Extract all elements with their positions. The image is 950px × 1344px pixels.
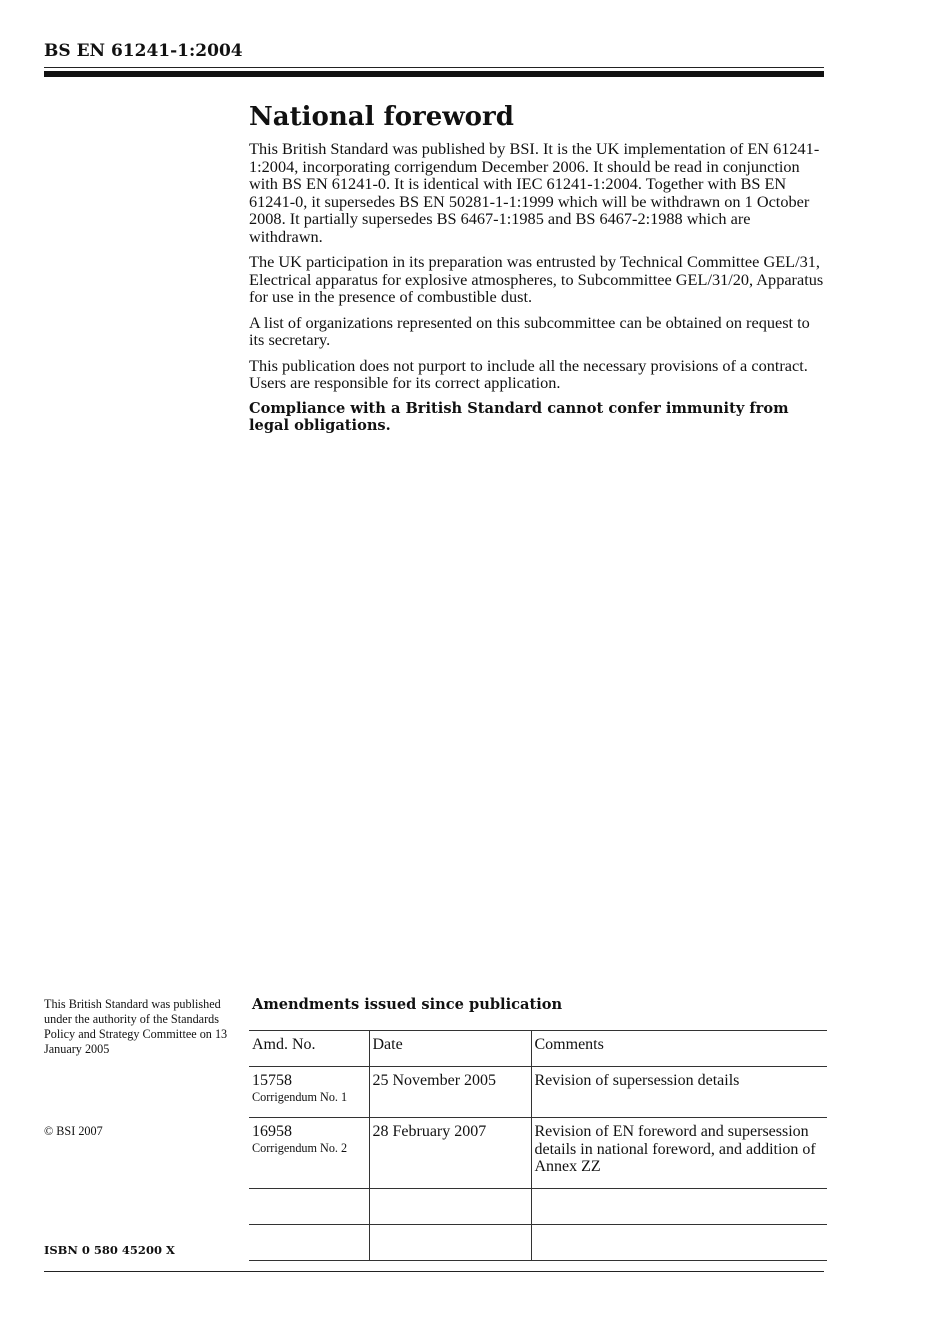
amd-no: 16958 — [252, 1123, 292, 1140]
date-cell: 28 February 2007 — [369, 1118, 531, 1189]
amd-no: 15758 — [252, 1072, 292, 1089]
empty-cell — [249, 1225, 369, 1261]
comments-cell: Revision of supersession details — [531, 1067, 827, 1118]
empty-table-row — [249, 1189, 827, 1225]
table-header-row — [249, 1031, 827, 1067]
empty-table-row — [249, 1225, 827, 1261]
empty-cell — [369, 1189, 531, 1225]
amd-no-cell — [249, 1118, 369, 1189]
document-id: BS EN 61241-1:2004 — [44, 41, 243, 61]
empty-cell — [369, 1225, 531, 1261]
copyright-notice: © BSI 2007 — [44, 1124, 103, 1138]
corrigendum-label: Corrigendum No. 1 — [252, 1089, 348, 1104]
foreword-paragraph-1: This British Standard was published by BSI. It is the UK implementation of EN 61241-1:2004, incorporating corrigendum December 2006. It should be read in conjunction with BS EN 61241-0. It is identical with IEC 61241-1:2004. Together with BS EN 61241-0, it supersedes BS EN 50281-1-1:1999 which will be withdrawn on 1 October 2008. It partially supersedes BS 6467-1:1985 and BS 6467-2:1988 which are withdrawn. — [249, 139, 820, 246]
amd-no-cell — [249, 1067, 369, 1118]
corrigendum-label: Corrigendum No. 2 — [252, 1140, 348, 1155]
header-thick-rule — [44, 71, 824, 77]
comments-cell: Revision of EN foreword and supersession details in national foreword, and addition of Annex ZZ — [531, 1118, 827, 1189]
table-row — [249, 1067, 827, 1118]
empty-cell — [531, 1225, 827, 1261]
foreword-paragraph-4: This publication does not purport to include all the necessary provisions of a contract. Users are responsible for its correct application. — [249, 355, 808, 392]
foreword-paragraph-2: The UK participation in its preparation was entrusted by Technical Committee GEL/31, Electrical apparatus for explosive atmospheres, to Subcommittee GEL/31/20, Apparatus for use in the presence of combustible dust. — [249, 252, 824, 306]
amendments-heading: Amendments issued since publication — [252, 996, 563, 1013]
foreword-paragraph-3: A list of organizations represented on this subcommittee can be obtained on request to its secretary. — [249, 312, 810, 349]
table-row — [249, 1118, 827, 1189]
column-header-amd-no: Amd. No. — [249, 1031, 369, 1067]
empty-cell — [531, 1189, 827, 1225]
compliance-statement: Compliance with a British Standard cannot confer immunity from legal obligations. — [249, 399, 789, 434]
empty-cell — [249, 1189, 369, 1225]
page-title: National foreword — [249, 102, 514, 132]
amendments-table — [249, 1030, 827, 1261]
national-foreword-section — [249, 100, 824, 443]
authority-note: This British Standard was published under the authority of the Standards Policy and Strategy Committee on 13 January 2005 — [44, 997, 228, 1056]
header-thin-rule — [44, 67, 824, 68]
isbn-number: ISBN 0 580 45200 X — [44, 1243, 175, 1257]
column-header-comments: Comments — [531, 1031, 827, 1067]
column-header-date: Date — [369, 1031, 531, 1067]
date-cell: 25 November 2005 — [369, 1067, 531, 1118]
footer-rule — [44, 1271, 824, 1272]
